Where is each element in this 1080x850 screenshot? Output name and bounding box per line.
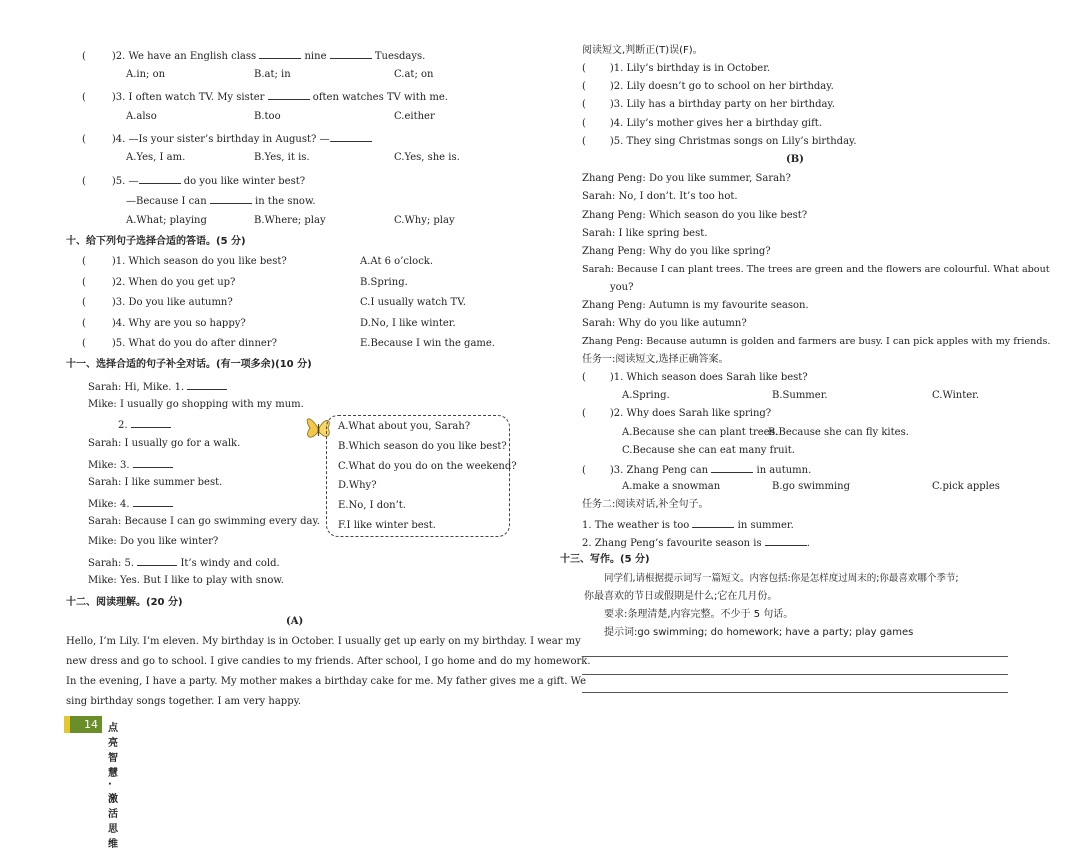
footer-slogan: 点亮智慧 · 激活思维: [108, 723, 118, 850]
task1-question-3: [582, 463, 811, 477]
question-text: )3. Zhang Peng can: [609, 465, 712, 476]
paren: (: [82, 338, 86, 349]
dialog-text: Sarah: Hi, Mike. 1.: [88, 382, 188, 393]
dialog-b-line-10: Zhang Peng: Because autumn is golden and farmers are busy. I can pick apples with my friends.: [582, 336, 1051, 347]
mc-question-2: [82, 49, 425, 63]
sentence-text: 1. The weather is too: [582, 520, 693, 531]
dialog-b-line-2: Sarah: No, I don’t. It’s too hot.: [582, 191, 738, 202]
option-c: C.Why; play: [394, 215, 455, 226]
paren: (: [82, 297, 86, 308]
option-c: C.Winter.: [932, 390, 980, 401]
answer-blank[interactable]: [692, 518, 734, 528]
question-text: )4. Why are you so happy?: [111, 317, 246, 329]
mc-question-4: [82, 132, 372, 146]
dialog-line-8: Sarah: Because I can go swimming every day.: [88, 516, 320, 527]
sentence-text: in summer.: [734, 520, 794, 531]
question-text: )4. —Is your sister’s birthday in August? —: [111, 134, 330, 145]
section-12-title: 十二、阅读理解。(20 分): [66, 597, 183, 608]
dialog-line-6: Sarah: I like summer best.: [88, 477, 223, 488]
paren: (: [82, 276, 86, 288]
question-text: often watches TV with me.: [309, 92, 448, 103]
passage-b-label: (B): [786, 154, 804, 165]
answer-blank[interactable]: [187, 380, 227, 390]
option-c: C.Yes, she is.: [394, 152, 460, 163]
dialog-text: Sarah: 5.: [88, 558, 138, 569]
match-question-2: [82, 277, 235, 289]
dialog-b-line-4: Sarah: I like spring best.: [582, 228, 708, 239]
dialog-line-5: [88, 458, 173, 472]
option-b: B.Yes, it is.: [254, 152, 310, 163]
paren: (: [82, 51, 86, 62]
option-c: C.at; on: [394, 69, 434, 80]
writing-prompt-1: 同学们,请根据提示词写一篇短文。内容包括:你是怎样度过周末的;你最喜欢哪个季节;: [604, 573, 959, 584]
dialog-line-11: Mike: Yes. But I like to play with snow.: [88, 575, 284, 586]
paren: (: [582, 408, 586, 419]
match-answer-5: E.Because I win the game.: [360, 338, 495, 349]
sentence-text: 2. Zhang Peng’s favourite season is: [582, 538, 765, 549]
answer-blank[interactable]: [133, 458, 173, 468]
mc-question-5: [82, 174, 305, 188]
dialog-line-9: Mike: Do you like winter?: [88, 536, 219, 547]
question-text: )3. I often watch TV. My sister: [111, 92, 268, 103]
answer-blank[interactable]: [330, 49, 372, 59]
dialog-line-2: Mike: I usually go shopping with my mum.: [88, 399, 304, 410]
option-b: B.Summer.: [772, 390, 828, 401]
answer-blank[interactable]: [137, 556, 177, 566]
paren: (: [582, 135, 586, 147]
box-option-5: E.No, I don’t.: [338, 500, 406, 512]
answer-blank[interactable]: [210, 194, 252, 204]
box-option-1: A.What about you, Sarah?: [338, 421, 471, 432]
tf-question-3: [582, 99, 835, 111]
answer-blank[interactable]: [711, 463, 753, 473]
dialog-b-line-7: you?: [610, 282, 634, 293]
option-b: B.go swimming: [772, 481, 851, 492]
tf-question-2: [582, 81, 834, 93]
match-question-4: [82, 318, 246, 330]
answer-blank[interactable]: [139, 174, 181, 184]
tf-question-5: [582, 136, 857, 148]
answer-blank[interactable]: [259, 49, 301, 59]
option-c: C.Because she can eat many fruit.: [622, 445, 795, 456]
option-a: A.Yes, I am.: [126, 152, 186, 163]
option-b: B.Where; play: [254, 215, 326, 226]
dialog-b-line-3: Zhang Peng: Which season do you like best?: [582, 210, 808, 221]
question-text: do you like winter best?: [180, 176, 306, 187]
question-text: —Because I can: [126, 196, 210, 207]
question-text: )2. Lily doesn’t go to school on her birthday.: [609, 81, 834, 93]
question-text: )5. —: [111, 176, 139, 187]
page-number: 14: [68, 716, 102, 733]
section-10-title: 十、给下列句子选择合适的答语。(5 分): [66, 236, 246, 247]
question-text: nine: [301, 51, 330, 62]
paren: (: [82, 134, 86, 145]
option-c: C.either: [394, 111, 435, 122]
sentence-text: .: [806, 538, 810, 549]
passage-a-line-1: Hello, I’m Lily. I’m eleven. My birthday is in October. I usually get up early on my birthday. I wear my: [66, 636, 581, 647]
option-b: B.too: [254, 111, 281, 122]
match-answer-2: B.Spring.: [360, 276, 408, 288]
question-text: Tuesdays.: [371, 51, 426, 62]
answer-blank[interactable]: [268, 90, 310, 100]
box-option-4: D.Why?: [338, 480, 377, 492]
dialog-b-line-5: Zhang Peng: Why do you like spring?: [582, 246, 771, 257]
dialog-text: 2.: [118, 420, 131, 431]
question-text: )1. Lily’s birthday is in October.: [609, 63, 771, 74]
dialog-text: Mike: 3.: [88, 460, 133, 471]
match-answer-1: A.At 6 o’clock.: [360, 256, 434, 267]
answer-blank[interactable]: [765, 536, 807, 546]
answer-blank[interactable]: [133, 497, 173, 507]
option-a: A.also: [126, 111, 157, 122]
writing-line-1[interactable]: [582, 656, 1008, 657]
paren: (: [582, 81, 586, 93]
dialog-b-line-9: Sarah: Why do you like autumn?: [582, 318, 747, 329]
question-text: )5. They sing Christmas songs on Lily’s birthday.: [609, 135, 857, 147]
option-a: A.What; playing: [126, 215, 207, 226]
mc-question-5-line2: [126, 194, 316, 208]
question-text: )2. When do you get up?: [111, 276, 236, 288]
dialog-line-1: [88, 380, 227, 394]
passage-a-line-3: In the evening, I have a party. My mother makes a birthday cake for me. My father gives me a gift. We: [66, 676, 586, 687]
box-option-2: B.Which season do you like best?: [338, 440, 507, 452]
question-text: )2. Why does Sarah like spring?: [609, 408, 772, 419]
dialog-text: Mike: 4.: [88, 499, 133, 510]
task1-question-1: [582, 372, 808, 384]
passage-a-line-2: new dress and go to school. I give candies to my friends. After school, I go home and do my homework.: [66, 656, 591, 667]
writing-prompt-2: 你最喜欢的节日或假期是什么;它在几月份。: [584, 591, 778, 602]
option-c: C.pick apples: [932, 481, 1000, 492]
match-question-3: [82, 297, 233, 309]
question-text: )4. Lily’s mother gives her a birthday gift.: [609, 117, 823, 129]
paren: (: [582, 117, 586, 129]
dialog-b-line-1: Zhang Peng: Do you like summer, Sarah?: [582, 173, 791, 184]
box-option-6: F.I like winter best.: [338, 520, 436, 531]
writing-line-2[interactable]: [582, 674, 1008, 675]
paren: (: [582, 63, 586, 74]
writing-line-3[interactable]: [582, 692, 1008, 693]
paren: (: [582, 99, 586, 111]
task1-title: 任务一:阅读短文,选择正确答案。: [582, 354, 729, 365]
answer-blank[interactable]: [131, 418, 171, 428]
question-text: )1. Which season does Sarah like best?: [609, 372, 808, 383]
paren: (: [582, 465, 586, 476]
dialog-text: It’s windy and cold.: [177, 558, 280, 569]
dialog-b-line-6: Sarah: Because I can plant trees. The trees are green and the flowers are colourful. What about: [582, 264, 1050, 275]
question-text: in autumn.: [753, 465, 812, 476]
paren: (: [82, 92, 86, 103]
match-answer-3: C.I usually watch TV.: [360, 297, 466, 308]
option-a: A.Spring.: [622, 390, 670, 401]
paren: (: [82, 317, 86, 329]
paren: (: [82, 256, 86, 267]
option-a: A.make a snowman: [622, 481, 721, 492]
question-text: )2. We have an English class: [111, 51, 260, 62]
task1-question-2: [582, 408, 771, 420]
answer-blank[interactable]: [330, 132, 372, 142]
match-question-5: [82, 338, 277, 350]
option-a: A.Because she can plant trees.: [622, 427, 778, 438]
question-text: in the snow.: [251, 196, 316, 207]
question-text: )3. Do you like autumn?: [111, 297, 233, 308]
dialog-b-line-8: Zhang Peng: Autumn is my favourite season.: [582, 300, 809, 311]
dialog-line-7: [88, 497, 173, 511]
match-question-1: [82, 256, 287, 268]
paren: (: [82, 176, 86, 187]
task2-item-2: [582, 536, 810, 550]
match-answer-4: D.No, I like winter.: [360, 317, 456, 329]
passage-a-label: (A): [286, 616, 304, 627]
question-text: )3. Lily has a birthday party on her birthday.: [609, 99, 835, 111]
task2-item-1: [582, 518, 794, 532]
box-option-3: C.What do you do on the weekend?: [338, 460, 517, 472]
section-13-title: 十三、写作。(5 分): [560, 554, 650, 565]
dialog-line-10: [88, 556, 280, 570]
question-text: )1. Which season do you like best?: [111, 256, 287, 267]
writing-requirement: 要求:条理清楚,内容完整。不少于 5 句话。: [604, 609, 794, 620]
section-11-title: 十一、选择合适的句子补全对话。(有一项多余)(10 分): [66, 359, 312, 370]
question-text: )5. What do you do after dinner?: [111, 338, 277, 349]
tf-question-4: [582, 118, 822, 130]
tf-question-1: [582, 63, 770, 75]
option-a: A.in; on: [126, 69, 166, 80]
paren: (: [582, 372, 586, 383]
options-box: [326, 415, 510, 537]
tf-title: 阅读短文,判断正(T)误(F)。: [582, 45, 703, 56]
dialog-line-4: Sarah: I usually go for a walk.: [88, 438, 241, 449]
mc-question-3: [82, 90, 448, 104]
passage-a-line-4: sing birthday songs together. I am very happy.: [66, 696, 302, 707]
option-b: B.at; in: [254, 69, 291, 80]
writing-keywords: 提示词:go swimming; do homework; have a party; play games: [604, 627, 914, 638]
task2-title: 任务二:阅读对话,补全句子。: [582, 499, 709, 510]
option-b: B.Because she can fly kites.: [768, 427, 909, 438]
dialog-line-3: [118, 418, 171, 432]
